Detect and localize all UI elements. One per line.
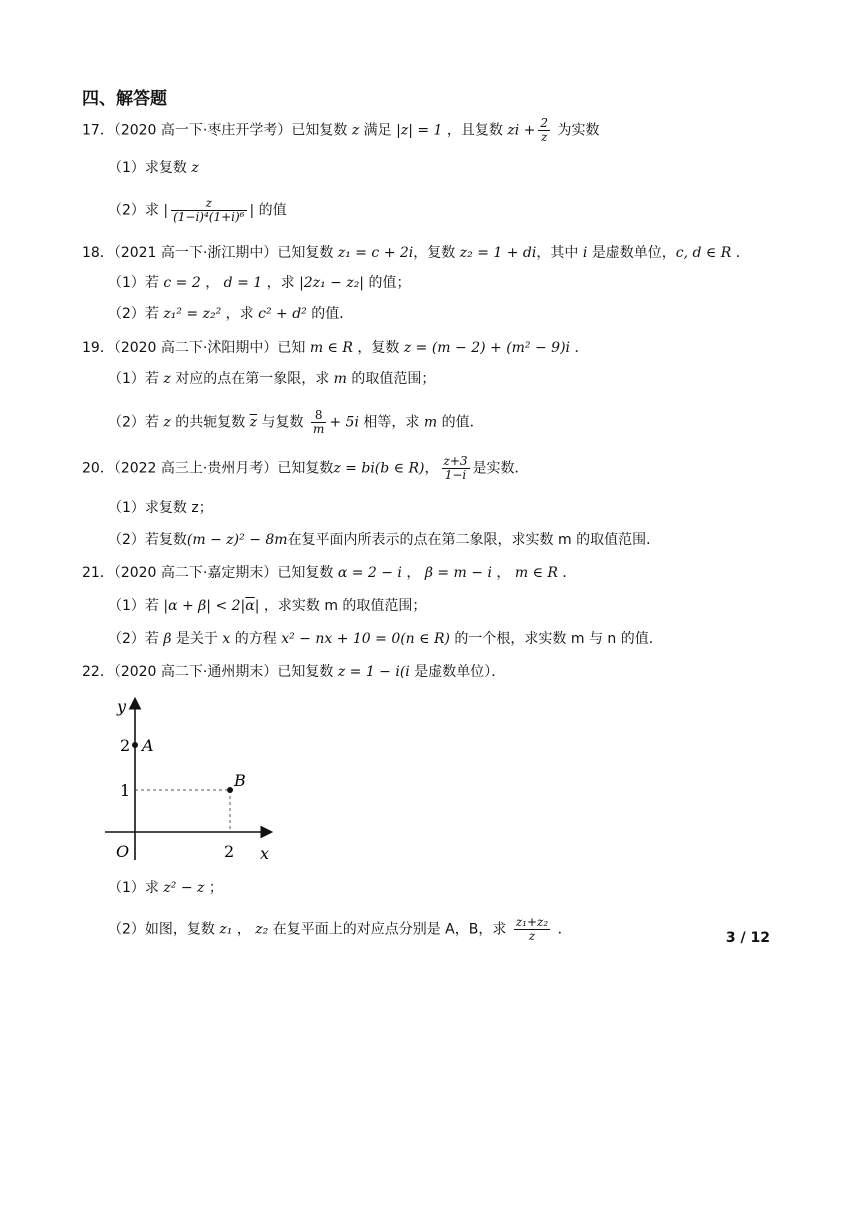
q17-p2-tail: 的值 — [258, 202, 287, 219]
section-title: 四、解答题 — [82, 89, 167, 109]
q22-num: 22． — [82, 664, 114, 680]
q20-source: （2022 高三上·贵州月考） — [113, 460, 278, 477]
q19-z: z = (m − 2) + (m² − 9)i — [403, 340, 571, 356]
q19-text: 对应的点在第一象限，求 — [175, 371, 330, 387]
q20-text: 是实数． — [472, 460, 529, 477]
q18-text: ． — [735, 245, 750, 261]
q22-z: z = 1 − i(i — [337, 664, 410, 680]
q18-i: i — [582, 245, 588, 261]
q20-frac-den: 1−i — [444, 468, 467, 482]
q19-text: ，复数 — [357, 340, 400, 356]
q19-p2-num: 8 — [311, 409, 326, 423]
q19-m: m ∈ R — [309, 340, 353, 356]
q18-p1-d: d = 1 — [223, 275, 263, 291]
q20-part1: （1）求复数 z； — [108, 500, 213, 516]
q22-text: 在复平面上的对应点分别是 A，B，求 — [272, 921, 507, 938]
abs-bar: | — [163, 202, 169, 219]
q19-p2-zbar: $\overline{z}$ — [249, 414, 258, 431]
q22-p1-label: （1）求 — [108, 880, 159, 896]
q17-p2-num: z — [171, 197, 246, 211]
q22-p2-den: z — [528, 929, 536, 943]
question-19 — [82, 338, 588, 358]
q19-p2-fraction — [311, 409, 326, 436]
q21-sep: ， — [406, 565, 421, 581]
q19-p2-m: m — [423, 414, 438, 431]
q22-p2-tail: ． — [557, 921, 572, 938]
q18-p2-eq: z₁² = z₂² — [163, 306, 222, 322]
q21-alpha: α = 2 − i — [337, 565, 402, 581]
q18-sep: ， — [205, 275, 220, 291]
question-17 — [82, 117, 600, 144]
q17-p2-label: （2）求 — [108, 202, 159, 219]
q18-text: 是虚数单位， — [591, 245, 676, 261]
q20-fraction — [442, 455, 470, 482]
q18-p1-expr: |2z₁ − z₂| — [299, 275, 365, 291]
q22-p2-z2: z₂ — [255, 921, 269, 938]
q22-text: 是虚数单位）． — [414, 664, 506, 680]
q21-text: 是关于 — [175, 631, 218, 647]
q19-p2-plus: + 5i — [329, 414, 359, 431]
q18-part1 — [108, 273, 410, 293]
q19-p2-tail: 的值． — [441, 414, 484, 431]
question-22 — [82, 662, 505, 682]
q17-z: z — [351, 122, 360, 139]
q22-p2-num: z₁+z₂ — [515, 915, 549, 929]
abs-bar: | — [249, 202, 255, 219]
q22-part2 — [108, 916, 572, 943]
q21-text: 的方程 — [234, 631, 277, 647]
q18-text: ，其中 — [536, 245, 579, 261]
q18-text: ，求 — [266, 275, 295, 291]
q21-p1-label: （1）若 — [108, 598, 159, 614]
q20-p2-expr: (m − z)² − 8m — [186, 532, 288, 548]
q19-source: （2020 高二下·沭阳期中） — [113, 340, 278, 356]
q17-expr: zi + — [507, 122, 536, 139]
tick-x-2: 2 — [224, 842, 235, 861]
q21-p1-ineq: |α + β| < 2| — [163, 598, 246, 614]
question-21 — [82, 563, 576, 583]
q21-text: 已知复数 — [277, 565, 334, 581]
q18-p2-label: （2）若 — [108, 306, 159, 322]
q21-p2-label: （2）若 — [108, 631, 159, 647]
q18-p2-tail: 的值． — [311, 306, 354, 322]
q18-text: ，复数 — [413, 245, 456, 261]
q22-source: （2020 高二下·通州期末） — [113, 664, 278, 680]
q21-part2 — [108, 629, 663, 649]
q21-sep: ， — [496, 565, 511, 581]
q17-num: 17． — [82, 122, 114, 139]
q17-text: ，且复数 — [446, 122, 503, 139]
page-number: 3 / 12 — [725, 930, 770, 946]
q21-text: ． — [562, 565, 577, 581]
q22-part1 — [108, 878, 223, 898]
q19-text: 与复数 — [261, 414, 304, 431]
question-20 — [82, 455, 529, 482]
q20-z: z = bi(b ∈ R) — [333, 460, 425, 477]
point-b — [227, 787, 233, 793]
q17-part2 — [108, 197, 287, 224]
q18-part2 — [108, 304, 353, 324]
q19-p2-label: （2）若 — [108, 414, 159, 431]
q21-m: m ∈ R — [514, 565, 558, 581]
question-18 — [82, 243, 750, 263]
q22-p2-label: （2）如图，复数 — [108, 921, 215, 938]
q20-part2 — [108, 530, 660, 550]
q21-source: （2020 高二下·嘉定期末） — [113, 565, 278, 581]
q19-p1-m: m — [333, 371, 347, 387]
q20-p2-tail: 在复平面内所表示的点在第二象限，求实数 m 的取值范围． — [287, 532, 661, 548]
q18-p1-c: c = 2 — [163, 275, 201, 291]
q20-frac-num: z+3 — [443, 454, 468, 468]
point-b-label: B — [234, 771, 246, 790]
q18-source: （2021 高一下·浙江期中） — [113, 245, 278, 261]
q17-source: （2020 高一下·枣庄开学考） — [113, 122, 292, 139]
q22-p1-tail: ； — [208, 880, 223, 896]
q17-p2-den: (1−i)⁴(1+i)⁶ — [173, 210, 245, 224]
q21-beta: β = m − i — [424, 565, 492, 581]
q17-text: 满足 — [363, 122, 392, 139]
q18-text: 已知复数 — [277, 245, 334, 261]
q21-num: 21． — [82, 565, 114, 581]
q18-p2-expr: c² + d² — [258, 306, 307, 322]
q18-z2: z₂ = 1 + di — [459, 245, 537, 261]
q19-text: ． — [574, 340, 589, 356]
q20-text: 已知复数 — [277, 460, 334, 477]
q19-p2-den: m — [312, 422, 325, 436]
q17-p1-label: （1）求复数 — [108, 160, 187, 176]
q19-part2 — [108, 409, 484, 436]
q22-sep: ， — [236, 921, 251, 938]
complex-plane-figure — [100, 692, 290, 867]
q21-p1-ineq-end: | — [254, 598, 260, 614]
q17-text: 为实数 — [557, 122, 600, 139]
q19-text: 已知 — [277, 340, 306, 356]
origin-label: O — [116, 842, 130, 861]
q19-part1 — [108, 369, 435, 389]
q22-p2-fraction — [514, 916, 550, 943]
q17-p1-z: z — [191, 160, 199, 176]
q22-p1-expr: z² − z — [163, 880, 205, 896]
q21-p1-tail: ，求实数 m 的取值范围； — [263, 598, 427, 614]
q17-absz: |z| = 1 — [396, 122, 443, 139]
q17-p2-fraction — [171, 197, 246, 224]
q18-p1-tail: 的值； — [368, 275, 411, 291]
q20-text: ， — [424, 460, 439, 477]
q19-text: 相等，求 — [363, 414, 420, 431]
q21-p2-x: x — [222, 631, 231, 647]
point-a — [132, 742, 138, 748]
q18-cd: c, d ∈ R — [675, 245, 732, 261]
q21-p1-alphabar: $\overline{\alpha}$ — [245, 598, 255, 614]
q21-part1 — [108, 596, 426, 616]
q19-p1-tail: 的取值范围； — [351, 371, 436, 387]
q17-text: 已知复数 — [291, 122, 348, 139]
q18-text: ，求 — [225, 306, 254, 322]
y-axis-label: y — [117, 697, 127, 716]
q19-p2-z: z — [163, 414, 171, 431]
q18-z1: z₁ = c + 2i — [337, 245, 414, 261]
q19-p1-label: （1）若 — [108, 371, 159, 387]
x-axis-label: x — [260, 844, 270, 863]
tick-y-1: 1 — [120, 781, 131, 800]
q17-fraction — [538, 117, 550, 144]
tick-y-2: 2 — [120, 736, 131, 755]
q18-num: 18． — [82, 245, 114, 261]
q22-p2-z1: z₁ — [219, 921, 233, 938]
q19-num: 19． — [82, 340, 114, 356]
q21-p2-beta: β — [163, 631, 172, 647]
q17-frac-den: z — [541, 130, 548, 144]
q19-text: 的共轭复数 — [175, 414, 246, 431]
q20-p2-label: （2）若复数 — [108, 532, 187, 548]
q20-num: 20． — [82, 460, 114, 477]
q21-p2-tail: 的一个根，求实数 m 与 n 的值． — [454, 631, 663, 647]
q22-text: 已知复数 — [277, 664, 334, 680]
q17-part1 — [108, 158, 199, 178]
q19-p1-z: z — [163, 371, 171, 387]
q18-p1-label: （1）若 — [108, 275, 159, 291]
q17-frac-num: 2 — [540, 116, 549, 130]
point-a-label: A — [142, 736, 154, 755]
q21-p2-eq: x² − nx + 10 = 0(n ∈ R) — [281, 631, 450, 647]
